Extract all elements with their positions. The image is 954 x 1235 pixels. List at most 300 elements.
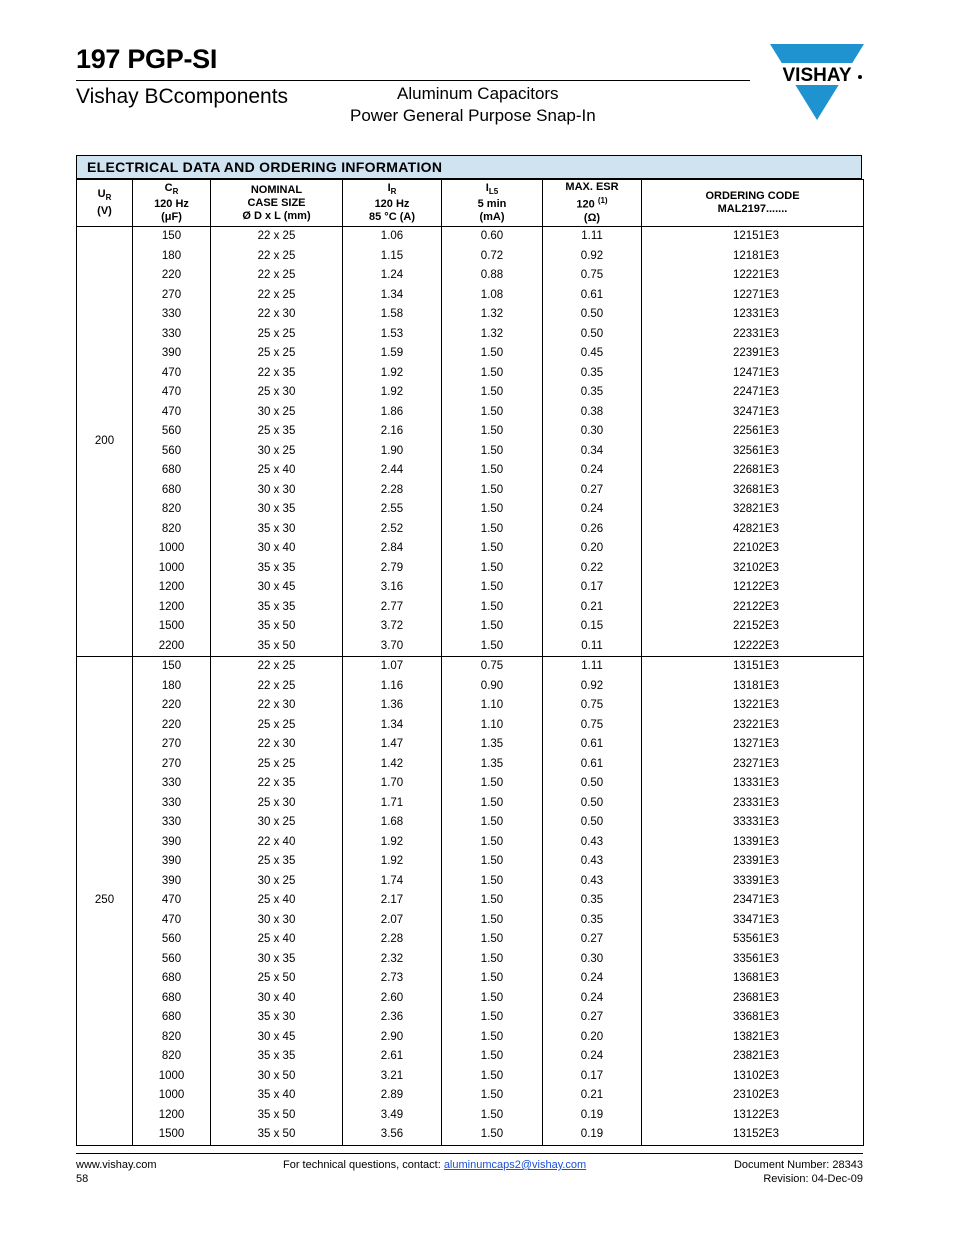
table-row	[77, 305, 864, 325]
esr-cell: 0.35	[543, 383, 642, 403]
ripple-current-cell: 1.06	[343, 227, 442, 247]
subtitle-line-1: Aluminum Capacitors	[397, 84, 559, 103]
capacitance-cell: 560	[133, 930, 211, 950]
ordering-code-cell: 22561E3	[642, 422, 864, 442]
table-row	[77, 344, 864, 364]
table-row	[77, 247, 864, 267]
capacitance-cell: 820	[133, 520, 211, 540]
table-row	[77, 794, 864, 814]
capacitance-cell: 330	[133, 325, 211, 345]
leakage-current-cell: 1.32	[442, 305, 543, 325]
esr-cell: 0.35	[543, 891, 642, 911]
table-body	[77, 227, 864, 1146]
case-size-cell: 25 x 35	[211, 852, 343, 872]
leakage-current-cell: 1.35	[442, 755, 543, 775]
ripple-current-cell: 2.84	[343, 539, 442, 559]
ripple-current-cell: 1.58	[343, 305, 442, 325]
esr-cell: 0.50	[543, 774, 642, 794]
ripple-current-cell: 2.77	[343, 598, 442, 618]
leakage-current-cell: 1.50	[442, 1125, 543, 1145]
ordering-code-cell: 23821E3	[642, 1047, 864, 1067]
table-row	[77, 481, 864, 501]
leakage-current-cell: 1.50	[442, 578, 543, 598]
leakage-current-cell: 1.50	[442, 422, 543, 442]
esr-cell: 0.24	[543, 500, 642, 520]
col-header-ordering-code: ORDERING CODE MAL2197.......	[642, 180, 864, 227]
table-row	[77, 657, 864, 677]
esr-cell: 0.27	[543, 481, 642, 501]
leakage-current-cell: 1.50	[442, 891, 543, 911]
leakage-current-cell: 1.50	[442, 774, 543, 794]
ripple-current-cell: 1.71	[343, 794, 442, 814]
case-size-cell: 25 x 50	[211, 969, 343, 989]
ordering-code-cell: 13181E3	[642, 677, 864, 697]
capacitance-cell: 560	[133, 950, 211, 970]
ripple-current-cell: 1.47	[343, 735, 442, 755]
ordering-code-cell: 12222E3	[642, 637, 864, 657]
ordering-code-cell: 13122E3	[642, 1106, 864, 1126]
leakage-current-cell: 1.50	[442, 794, 543, 814]
ripple-current-cell: 2.79	[343, 559, 442, 579]
esr-cell: 0.43	[543, 852, 642, 872]
capacitance-cell: 390	[133, 833, 211, 853]
leakage-current-cell: 1.50	[442, 1106, 543, 1126]
case-size-cell: 30 x 45	[211, 1028, 343, 1048]
capacitance-cell: 150	[133, 227, 211, 247]
header-rule	[76, 80, 750, 81]
ripple-current-cell: 1.34	[343, 286, 442, 306]
esr-cell: 0.43	[543, 872, 642, 892]
ripple-current-cell: 1.68	[343, 813, 442, 833]
table-row	[77, 520, 864, 540]
esr-cell: 1.11	[543, 657, 642, 677]
table-row	[77, 227, 864, 247]
case-size-cell: 35 x 35	[211, 559, 343, 579]
esr-cell: 0.19	[543, 1125, 642, 1145]
ripple-current-cell: 1.92	[343, 364, 442, 384]
esr-cell: 0.27	[543, 930, 642, 950]
ripple-current-cell: 2.73	[343, 969, 442, 989]
case-size-cell: 22 x 30	[211, 305, 343, 325]
ripple-current-cell: 1.90	[343, 442, 442, 462]
ordering-code-cell: 32471E3	[642, 403, 864, 423]
case-size-cell: 35 x 50	[211, 1106, 343, 1126]
ripple-current-cell: 2.07	[343, 911, 442, 931]
electrical-data-table	[76, 179, 864, 1146]
leakage-current-cell: 1.50	[442, 598, 543, 618]
case-size-cell: 22 x 25	[211, 286, 343, 306]
ripple-current-cell: 1.34	[343, 716, 442, 736]
ripple-current-cell: 2.89	[343, 1086, 442, 1106]
table-row	[77, 891, 864, 911]
esr-cell: 0.20	[543, 539, 642, 559]
capacitance-cell: 1500	[133, 617, 211, 637]
case-size-cell: 35 x 50	[211, 617, 343, 637]
esr-cell: 0.61	[543, 755, 642, 775]
table-row	[77, 383, 864, 403]
ordering-code-cell: 13681E3	[642, 969, 864, 989]
table-row	[77, 1106, 864, 1126]
ordering-code-cell: 13821E3	[642, 1028, 864, 1048]
ripple-current-cell: 1.92	[343, 852, 442, 872]
ordering-code-cell: 23471E3	[642, 891, 864, 911]
leakage-current-cell: 1.35	[442, 735, 543, 755]
esr-cell: 0.45	[543, 344, 642, 364]
company-name: Vishay BCcomponents	[76, 85, 289, 108]
case-size-cell: 22 x 30	[211, 696, 343, 716]
table-row	[77, 1047, 864, 1067]
esr-cell: 0.30	[543, 422, 642, 442]
col-header-ur: $U_R$ (V)	[77, 180, 133, 227]
ordering-code-cell: 23331E3	[642, 794, 864, 814]
case-size-cell: 35 x 35	[211, 1047, 343, 1067]
leakage-current-cell: 1.50	[442, 911, 543, 931]
ordering-code-cell: 12331E3	[642, 305, 864, 325]
ordering-code-cell: 12271E3	[642, 286, 864, 306]
esr-cell: 0.24	[543, 969, 642, 989]
capacitance-cell: 820	[133, 500, 211, 520]
ripple-current-cell: 1.16	[343, 677, 442, 697]
capacitance-cell: 1000	[133, 559, 211, 579]
leakage-current-cell: 1.50	[442, 930, 543, 950]
leakage-current-cell: 1.50	[442, 1067, 543, 1087]
case-size-cell: 30 x 35	[211, 500, 343, 520]
capacitance-cell: 470	[133, 911, 211, 931]
footer-contact	[283, 1159, 586, 1171]
case-size-cell: 25 x 25	[211, 755, 343, 775]
ordering-code-cell: 42821E3	[642, 520, 864, 540]
document-number: Document Number: 28343	[733, 1159, 863, 1171]
leakage-current-cell: 1.50	[442, 481, 543, 501]
case-size-cell: 22 x 25	[211, 677, 343, 697]
contact-email-link[interactable]: aluminumcaps2@vishay.com	[443, 1159, 587, 1171]
col-header-esr: MAX. ESR 120 $^{(1)}$ (Ω)	[543, 180, 642, 227]
case-size-cell: 25 x 25	[211, 716, 343, 736]
capacitance-cell: 220	[133, 696, 211, 716]
table-row	[77, 403, 864, 423]
capacitance-cell: 390	[133, 344, 211, 364]
ordering-code-cell: 12181E3	[642, 247, 864, 267]
leakage-current-cell: 1.50	[442, 1047, 543, 1067]
case-size-cell: 30 x 25	[211, 442, 343, 462]
case-size-cell: 35 x 50	[211, 1125, 343, 1145]
capacitance-cell: 270	[133, 735, 211, 755]
table-row	[77, 325, 864, 345]
table-row	[77, 617, 864, 637]
ripple-current-cell: 3.16	[343, 578, 442, 598]
ordering-code-cell: 13221E3	[642, 696, 864, 716]
ripple-current-cell: 1.36	[343, 696, 442, 716]
capacitance-cell: 680	[133, 461, 211, 481]
capacitance-cell: 560	[133, 442, 211, 462]
leakage-current-cell: 0.72	[442, 247, 543, 267]
table-row	[77, 598, 864, 618]
case-size-cell: 25 x 35	[211, 422, 343, 442]
capacitance-cell: 220	[133, 266, 211, 286]
esr-cell: 0.50	[543, 305, 642, 325]
ripple-current-cell: 1.24	[343, 266, 442, 286]
col-header-cr: $C_R$ 120 Hz (μF)	[133, 180, 211, 227]
esr-cell: 0.21	[543, 598, 642, 618]
ripple-current-cell: 3.70	[343, 637, 442, 657]
ordering-code-cell: 13271E3	[642, 735, 864, 755]
capacitance-cell: 330	[133, 774, 211, 794]
case-size-cell: 25 x 30	[211, 383, 343, 403]
ripple-current-cell: 1.42	[343, 755, 442, 775]
ripple-current-cell: 2.28	[343, 930, 442, 950]
case-size-cell: 30 x 30	[211, 481, 343, 501]
rated-voltage-cell: 200	[77, 227, 133, 657]
ripple-current-cell: 2.36	[343, 1008, 442, 1028]
case-size-cell: 30 x 40	[211, 989, 343, 1009]
ripple-current-cell: 2.52	[343, 520, 442, 540]
esr-cell: 0.75	[543, 716, 642, 736]
case-size-cell: 30 x 35	[211, 950, 343, 970]
table-row	[77, 266, 864, 286]
esr-cell: 0.27	[543, 1008, 642, 1028]
case-size-cell: 25 x 40	[211, 930, 343, 950]
table-row	[77, 833, 864, 853]
ordering-code-cell: 32681E3	[642, 481, 864, 501]
capacitance-cell: 820	[133, 1047, 211, 1067]
leakage-current-cell: 1.50	[442, 1086, 543, 1106]
table-row	[77, 461, 864, 481]
leakage-current-cell: 0.90	[442, 677, 543, 697]
table-row	[77, 1086, 864, 1106]
capacitance-cell: 390	[133, 852, 211, 872]
ordering-code-cell: 12471E3	[642, 364, 864, 384]
table-row	[77, 930, 864, 950]
leakage-current-cell: 1.50	[442, 852, 543, 872]
leakage-current-cell: 1.50	[442, 500, 543, 520]
contact-label: For technical questions, contact:	[283, 1159, 444, 1171]
ripple-current-cell: 3.72	[343, 617, 442, 637]
ripple-current-cell: 2.17	[343, 891, 442, 911]
esr-cell: 0.24	[543, 461, 642, 481]
leakage-current-cell: 1.50	[442, 833, 543, 853]
esr-cell: 0.75	[543, 696, 642, 716]
ripple-current-cell: 2.61	[343, 1047, 442, 1067]
esr-cell: 0.61	[543, 286, 642, 306]
vishay-logo	[770, 44, 864, 120]
esr-cell: 0.35	[543, 364, 642, 384]
table-row	[77, 422, 864, 442]
leakage-current-cell: 1.50	[442, 559, 543, 579]
esr-cell: 0.92	[543, 677, 642, 697]
ripple-current-cell: 2.16	[343, 422, 442, 442]
leakage-current-cell: 1.50	[442, 442, 543, 462]
esr-cell: 0.43	[543, 833, 642, 853]
table-row	[77, 1125, 864, 1145]
table-row	[77, 716, 864, 736]
table-row	[77, 950, 864, 970]
capacitance-cell: 820	[133, 1028, 211, 1048]
case-size-cell: 22 x 25	[211, 227, 343, 247]
ordering-code-cell: 13102E3	[642, 1067, 864, 1087]
leakage-current-cell: 1.50	[442, 872, 543, 892]
ordering-code-cell: 12151E3	[642, 227, 864, 247]
case-size-cell: 30 x 50	[211, 1067, 343, 1087]
capacitance-cell: 270	[133, 755, 211, 775]
case-size-cell: 25 x 40	[211, 461, 343, 481]
table-row	[77, 696, 864, 716]
ordering-code-cell: 32561E3	[642, 442, 864, 462]
leakage-current-cell: 1.50	[442, 403, 543, 423]
leakage-current-cell: 0.60	[442, 227, 543, 247]
capacitance-cell: 270	[133, 286, 211, 306]
case-size-cell: 22 x 25	[211, 657, 343, 677]
case-size-cell: 25 x 25	[211, 344, 343, 364]
ordering-code-cell: 23681E3	[642, 989, 864, 1009]
leakage-current-cell: 1.50	[442, 1028, 543, 1048]
esr-cell: 0.35	[543, 911, 642, 931]
case-size-cell: 30 x 45	[211, 578, 343, 598]
esr-cell: 0.11	[543, 637, 642, 657]
capacitance-cell: 560	[133, 422, 211, 442]
ripple-current-cell: 2.32	[343, 950, 442, 970]
capacitance-cell: 180	[133, 677, 211, 697]
capacitance-cell: 1000	[133, 539, 211, 559]
table-row	[77, 813, 864, 833]
capacitance-cell: 180	[133, 247, 211, 267]
leakage-current-cell: 1.50	[442, 1008, 543, 1028]
ordering-code-cell: 22331E3	[642, 325, 864, 345]
capacitance-cell: 680	[133, 989, 211, 1009]
table-row	[77, 911, 864, 931]
leakage-current-cell: 1.50	[442, 637, 543, 657]
ordering-code-cell: 33471E3	[642, 911, 864, 931]
case-size-cell: 35 x 50	[211, 637, 343, 657]
ordering-code-cell: 13151E3	[642, 657, 864, 677]
ordering-code-cell: 33681E3	[642, 1008, 864, 1028]
leakage-current-cell: 1.50	[442, 617, 543, 637]
esr-cell: 0.20	[543, 1028, 642, 1048]
leakage-current-cell: 1.50	[442, 539, 543, 559]
capacitance-cell: 390	[133, 872, 211, 892]
case-size-cell: 25 x 25	[211, 325, 343, 345]
esr-cell: 0.21	[543, 1086, 642, 1106]
ripple-current-cell: 1.92	[343, 383, 442, 403]
capacitance-cell: 2200	[133, 637, 211, 657]
svg-text:VISHAY: VISHAY	[782, 65, 852, 86]
leakage-current-cell: 1.08	[442, 286, 543, 306]
esr-cell: 0.24	[543, 989, 642, 1009]
footer-website[interactable]: www.vishay.com	[76, 1159, 157, 1171]
ordering-code-cell: 13391E3	[642, 833, 864, 853]
table-row	[77, 989, 864, 1009]
capacitance-cell: 330	[133, 794, 211, 814]
ordering-code-cell: 23221E3	[642, 716, 864, 736]
ripple-current-cell: 1.86	[343, 403, 442, 423]
ripple-current-cell: 2.90	[343, 1028, 442, 1048]
leakage-current-cell: 1.50	[442, 813, 543, 833]
ripple-current-cell: 3.49	[343, 1106, 442, 1126]
ripple-current-cell: 1.53	[343, 325, 442, 345]
ripple-current-cell: 2.28	[343, 481, 442, 501]
col-header-il5: $I_{L5}$ 5 min (mA)	[442, 180, 543, 227]
capacitance-cell: 470	[133, 383, 211, 403]
table-row	[77, 1008, 864, 1028]
ripple-current-cell: 3.56	[343, 1125, 442, 1145]
ripple-current-cell: 1.74	[343, 872, 442, 892]
case-size-cell: 30 x 25	[211, 403, 343, 423]
leakage-current-cell: 1.50	[442, 989, 543, 1009]
capacitance-cell: 680	[133, 1008, 211, 1028]
case-size-cell: 25 x 30	[211, 794, 343, 814]
ordering-code-cell: 33331E3	[642, 813, 864, 833]
table-row	[77, 637, 864, 657]
case-size-cell: 30 x 25	[211, 872, 343, 892]
page-title: 197 PGP-SI	[76, 44, 218, 74]
table-row	[77, 442, 864, 462]
case-size-cell: 22 x 35	[211, 774, 343, 794]
case-size-cell: 22 x 25	[211, 247, 343, 267]
leakage-current-cell: 1.32	[442, 325, 543, 345]
esr-cell: 0.75	[543, 266, 642, 286]
table-row	[77, 286, 864, 306]
ripple-current-cell: 1.59	[343, 344, 442, 364]
capacitance-cell: 1200	[133, 578, 211, 598]
subtitle-line-2: Power General Purpose Snap-In	[350, 106, 596, 125]
esr-cell: 1.11	[543, 227, 642, 247]
table-row	[77, 1067, 864, 1087]
esr-cell: 0.34	[543, 442, 642, 462]
leakage-current-cell: 1.50	[442, 969, 543, 989]
esr-cell: 0.50	[543, 325, 642, 345]
ordering-code-cell: 12221E3	[642, 266, 864, 286]
esr-cell: 0.50	[543, 794, 642, 814]
ripple-current-cell: 2.44	[343, 461, 442, 481]
capacitance-cell: 1000	[133, 1086, 211, 1106]
ordering-code-cell: 33391E3	[642, 872, 864, 892]
table-header-row	[77, 180, 864, 227]
leakage-current-cell: 0.88	[442, 266, 543, 286]
ordering-code-cell: 22471E3	[642, 383, 864, 403]
esr-cell: 0.17	[543, 578, 642, 598]
leakage-current-cell: 1.10	[442, 696, 543, 716]
case-size-cell: 30 x 30	[211, 911, 343, 931]
case-size-cell: 35 x 30	[211, 520, 343, 540]
ripple-current-cell: 1.15	[343, 247, 442, 267]
leakage-current-cell: 1.50	[442, 344, 543, 364]
col-header-case-size: NOMINAL CASE SIZE Ø D x L (mm)	[211, 180, 343, 227]
capacitance-cell: 150	[133, 657, 211, 677]
page-number: 58	[76, 1173, 89, 1185]
esr-cell: 0.22	[543, 559, 642, 579]
esr-cell: 0.17	[543, 1067, 642, 1087]
capacitance-cell: 470	[133, 891, 211, 911]
esr-cell: 0.30	[543, 950, 642, 970]
capacitance-cell: 470	[133, 364, 211, 384]
ordering-code-cell: 13331E3	[642, 774, 864, 794]
capacitance-cell: 220	[133, 716, 211, 736]
case-size-cell: 30 x 40	[211, 539, 343, 559]
ripple-current-cell: 3.21	[343, 1067, 442, 1087]
table-row	[77, 852, 864, 872]
revision: Revision: 04-Dec-09	[763, 1173, 863, 1185]
capacitance-cell: 1200	[133, 1106, 211, 1126]
table-row	[77, 774, 864, 794]
ordering-code-cell: 12122E3	[642, 578, 864, 598]
ordering-code-cell: 32821E3	[642, 500, 864, 520]
leakage-current-cell: 1.50	[442, 461, 543, 481]
ripple-current-cell: 2.55	[343, 500, 442, 520]
leakage-current-cell: 1.50	[442, 383, 543, 403]
ordering-code-cell: 23271E3	[642, 755, 864, 775]
ordering-code-cell: 22122E3	[642, 598, 864, 618]
table-row	[77, 969, 864, 989]
esr-cell: 0.61	[543, 735, 642, 755]
